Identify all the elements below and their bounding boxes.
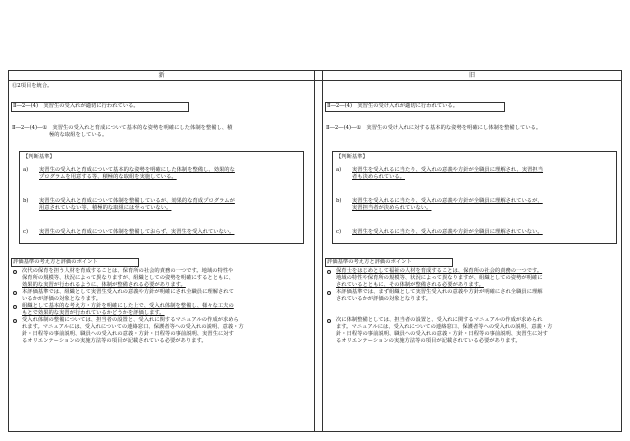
bullet-circle-icon [327,319,331,323]
old-point-line: 保育士をはじめとして福祉の人材を育成することは、保育所の社会的責務の一つです。 [336,268,543,274]
old-criteria-line: 実習生を受入れるに当たり、受入れの意義や方針が全職員に理解されていない。 [352,229,543,235]
old-point-line: ます。マニュアルには、受入れについての連絡窓口、保護者等への受入れの説明、意義・方 [336,324,553,330]
column-divider [322,71,323,431]
new-point-line: もとで効果的な実習が行われているかどうかを評価します。 [22,310,165,316]
new-criteria-title: 【判断基準】 [23,154,55,160]
bullet-circle-icon [327,270,331,274]
old-point-line: 次に体制整備としては、担当者の設置と、受入れに関するマニュアルの作成が求められ [336,317,543,323]
bullet-circle-icon [13,305,17,309]
comparison-table [8,70,622,432]
old-criteria-line: 者も決められている。 [352,174,405,180]
old-section-title: Ⅱ―2―(4) 実習生の受け入れが適切に行われている。 [327,103,459,109]
new-point-line: 受入れ体制の整備については、担当者の設置と、受入れに関するマニュアルの作成が求めら [22,317,239,323]
old-criteria-line: 実習担当者が決められていない。 [352,205,432,211]
new-criteria-line: 実習生の受入れと育成について基本的な姿勢を明確にした体制を整備し、効果的な [39,167,235,173]
old-criteria-marker: c) [336,229,342,235]
old-point-line: 本評価基準では、まず組織として実習生受入れの意義や方針が明確にされ全職員に理解 [336,289,543,295]
column-divider [314,71,315,431]
new-criteria-line: 用意されていない等、積極的な取組には至っていない。 [39,205,172,211]
new-column-header: 新 [158,72,165,79]
old-point-line: されているとともに、その体制が整備される必要があります。 [336,282,484,288]
old-point-line: 針・日程等の事前説明、職員への受入れの意義・方針・日程等の事前説明、実習生に対す [336,331,548,337]
new-points-title: 評価基準の考え方と評価のポイント [13,259,98,265]
bullet-circle-icon [13,319,17,323]
new-criteria-marker: b) [23,198,29,204]
new-criteria-line: 実習生の受入れと育成について体制を整備しているが、効果的な育成プログラムが [39,198,235,204]
old-criteria-line: 実習生を受入れるに当たり、受入れの意義や方針が全職員に理解されているが、 [352,198,543,204]
old-criteria-marker: b) [336,198,342,204]
new-section-title: Ⅱ―2―(4) 実習生の受入れが適切に行われている。 [13,103,139,109]
new-point-line: 本評価基準では、組織として実習生受入れの意義や方針が明確にされ全職員に理解されて [22,289,234,295]
new-criteria-line: プログラムを用意する等、積極的な取組を実施している。 [39,174,177,180]
old-point-line: るオリエンテーションの実施方法等の項目が記載されている必要があります。 [336,338,521,344]
new-point-line: いるかが評価の対象となります。 [22,296,102,302]
old-points-title: 評価基準の考え方と評価のポイント [327,259,412,265]
old-criteria-marker: a) [336,167,342,173]
new-criteria-marker: a) [23,167,29,173]
new-point-line: 針・日程等の事前説明、職員への受入れの意義・方針・日程等の事前説明、実習生に対す [22,331,234,337]
new-point-line: 組織として基本的な考え方・方針を明確にした上で、受入れ体制を整備し、様々な工夫の [22,303,234,309]
new-intro-note: ⑫2項目を統合。 [12,83,53,89]
new-point-line: るオリエンテーションの実施方法等の項目が記載されている必要があります。 [22,338,207,344]
new-point-line: 次代の保育を担う人材を育成することは、保育所の社会的責務の一つです。地域の特性や [22,268,234,274]
old-item-title-line: Ⅱ―2―(4)―① 実習生の受け入れに対する基本的な姿勢を明確にし体制を整備している。 [326,125,542,131]
old-point-line: されているかが評価の対象となります。 [336,296,431,302]
old-criteria-title: 【判断基準】 [336,154,368,160]
bullet-circle-icon [13,270,17,274]
old-column-header: 旧 [468,72,475,79]
header-rule [9,80,621,81]
new-criteria-line: 実習生の受入れと育成について体制を整備しておらず、実習生を受入れていない。 [39,229,235,235]
old-point-line: 地域の特性や保育所の規模等、状況によって異なりますが、組織としての姿勢が明確に [336,275,543,281]
old-criteria-line: 実習生を受入れるに当たり、受入れの意義や方針が全職員に理解され、実習担当 [352,167,544,173]
new-point-line: 効果的な実習が行われるように、体制が整備される必要があります。 [22,282,186,288]
new-item-title-line: 極的な取組をしている。 [49,132,108,138]
new-point-line: れます。マニュアルには、受入れについての連絡窓口、保護者等への受入れの説明、意義・方 [22,324,244,330]
new-criteria-marker: c) [23,229,29,235]
bullet-circle-icon [327,291,331,295]
new-item-title-line: Ⅱ―2―(4)―① 実習生の受入れと育成について基本的な姿勢を明確にした体制を整備し、積 [12,125,233,131]
new-point-line: 保育所の規模等、状況によって異なりますが、組織としての姿勢を明確にするとともに、 [22,275,234,281]
bullet-circle-icon [13,291,17,295]
